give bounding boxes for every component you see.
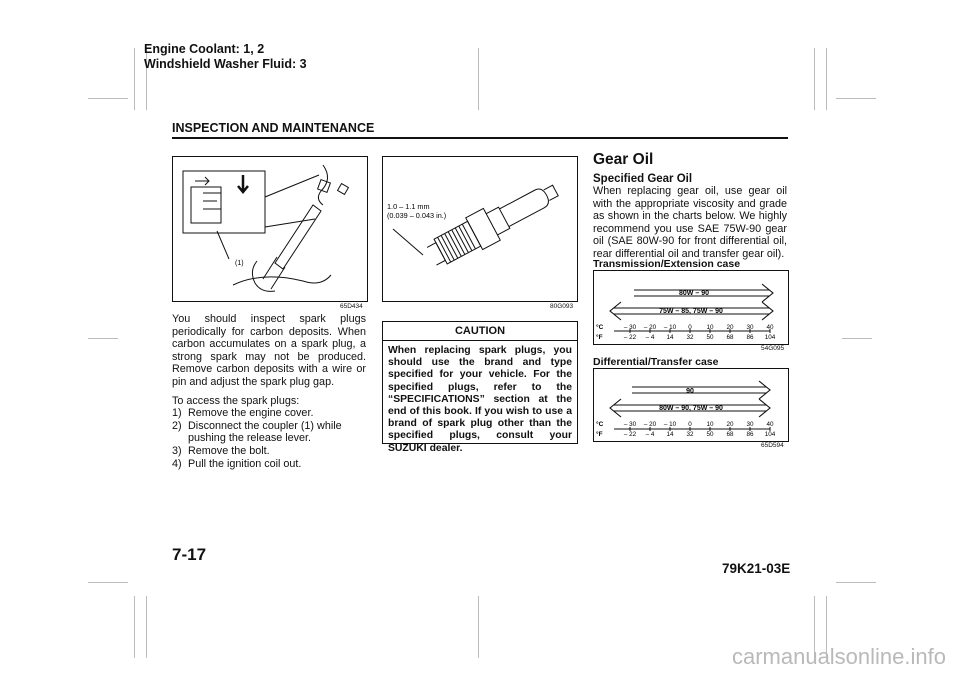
band-label: 90 [686, 388, 694, 395]
crop-mark [842, 338, 872, 339]
ignition-coil-illustration [173, 157, 367, 301]
push-arrow-icon [195, 177, 209, 185]
celsius-tick-label: 30 [746, 421, 754, 428]
wire [318, 165, 327, 205]
left-column-text [172, 313, 366, 470]
celsius-tick-label: – 10 [663, 324, 677, 331]
header-note-line1: Engine Coolant: 1, 2 [144, 42, 265, 56]
insulator [499, 186, 551, 226]
chart-label: Differential/Transfer case [593, 356, 719, 368]
fahrenheit-tick-label: 32 [686, 431, 694, 438]
list-item: 1) Remove the engine cover. [172, 407, 314, 420]
chart-label: Transmission/Extension case [593, 258, 741, 270]
coupler-body [191, 187, 221, 223]
crop-mark [88, 338, 118, 339]
band-label: 75W – 85, 75W – 90 [659, 308, 723, 315]
gap-spec-line1: 1.0 – 1.1 mm [387, 202, 430, 211]
crop-mark [836, 582, 876, 583]
section-title: INSPECTION AND MAINTENANCE [172, 121, 375, 135]
bolt [338, 184, 349, 195]
caution-title: CAUTION [383, 322, 577, 341]
celsius-tick-label: 40 [766, 324, 774, 331]
list-item: 2) Disconnect the coupler (1) while pushing the release lever. [172, 419, 342, 445]
fahrenheit-tick-label: – 22 [623, 431, 637, 438]
fahrenheit-unit: °F [596, 431, 603, 438]
figure-code: 80G093 [550, 303, 574, 310]
paragraph: You should inspect spark plugs periodically for carbon deposits. When carbon accumulates on a spark plug, a strong spark may not be produced. Remove carbon deposits with a wire or pin and adjust the spark plug gap. [172, 313, 366, 388]
celsius-tick-label: – 10 [663, 421, 677, 428]
transmission-viscosity-chart [593, 270, 789, 345]
coil-head [318, 180, 331, 193]
header-rule [172, 137, 788, 139]
crop-mark [88, 98, 128, 99]
caution-box [382, 321, 578, 454]
fahrenheit-tick-label: – 22 [623, 334, 637, 341]
spark-plug-illustration [383, 157, 577, 301]
celsius-tick-label: 0 [688, 324, 692, 331]
celsius-unit: °C [596, 324, 604, 331]
subheading: Specified Gear Oil [593, 173, 693, 185]
viscosity-chart-svg [594, 271, 788, 344]
viscosity-chart-svg [594, 369, 788, 441]
celsius-unit: °C [596, 421, 604, 428]
right-column-text [593, 185, 787, 267]
hex-nut [466, 208, 501, 249]
header-note [144, 42, 307, 72]
paragraph: To access the spark plugs: [172, 394, 300, 407]
list-item: 3) Remove the bolt. [172, 444, 270, 457]
figure-code: 65D594 [761, 442, 784, 449]
crop-mark [836, 98, 876, 99]
gap-spec-line2: (0.039 – 0.043 in.) [387, 211, 447, 220]
band-label: 80W – 90, 75W – 90 [659, 405, 723, 412]
celsius-tick-label: – 20 [643, 324, 657, 331]
fahrenheit-tick-label: 68 [726, 431, 734, 438]
fahrenheit-tick-label: – 4 [645, 334, 655, 341]
celsius-tick-label: 40 [766, 421, 774, 428]
page-number: 7-17 [172, 545, 207, 564]
document-code: 79K21-03E [722, 561, 791, 576]
crop-mark [478, 48, 479, 110]
fahrenheit-tick-label: 32 [686, 334, 694, 341]
figure-code: 65D434 [340, 303, 363, 310]
celsius-tick-label: 20 [726, 421, 734, 428]
fahrenheit-tick-label: 104 [764, 334, 776, 341]
celsius-tick-label: – 20 [643, 421, 657, 428]
fahrenheit-tick-label: 86 [746, 334, 754, 341]
celsius-tick-label: – 30 [623, 324, 637, 331]
watermark: carmanualsonline.info [731, 644, 946, 669]
caution-text: When replacing spark plugs, you should use the brand and type specified for your vehicle. For the specified plugs, refer to the “SPECIFICATIONS” section at the end of this book. If you wish to use a brand of spark plug other than the specified plugs, consult your SUZUKI dealer. [388, 345, 572, 454]
fahrenheit-tick-label: 86 [746, 431, 754, 438]
crop-mark [134, 596, 135, 658]
fahrenheit-tick-label: 104 [764, 431, 776, 438]
crop-mark [88, 582, 128, 583]
celsius-tick-label: – 30 [623, 421, 637, 428]
fahrenheit-tick-label: 50 [706, 334, 714, 341]
coupler-inset-frame [183, 171, 265, 233]
crop-mark [478, 596, 479, 658]
fahrenheit-tick-label: 50 [706, 431, 714, 438]
gap-leader [393, 229, 423, 255]
step-list [172, 407, 366, 470]
band-label: 80W – 90 [679, 290, 709, 297]
figure-code: 54G095 [761, 345, 785, 352]
spark-plug-figure [382, 156, 578, 302]
celsius-tick-label: 10 [706, 421, 714, 428]
crop-mark [134, 48, 135, 110]
celsius-tick-label: 20 [726, 324, 734, 331]
celsius-tick-label: 0 [688, 421, 692, 428]
section-heading: Gear Oil [593, 151, 654, 168]
fahrenheit-unit: °F [596, 334, 603, 341]
down-arrow-icon [238, 175, 248, 192]
paragraph: When replacing gear oil, use gear oil with the appropriate viscosity and grade as shown in the charts below. We highly recommend you use SAE 75W-90 gear oil (SAE 80W-90 for front differential oil, rear differential oil and transfer gear oil). [593, 185, 787, 260]
ignition-coil-figure [172, 156, 368, 302]
fahrenheit-tick-label: 68 [726, 334, 734, 341]
crop-mark [814, 48, 815, 110]
terminal [544, 185, 558, 200]
header-note-line2: Windshield Washer Fluid: 3 [144, 57, 307, 71]
differential-viscosity-chart [593, 368, 789, 442]
crop-mark [826, 48, 827, 110]
band1-arrow [632, 381, 770, 399]
coil-shaft [275, 205, 321, 269]
fahrenheit-tick-label: – 4 [645, 431, 655, 438]
fahrenheit-tick-label: 14 [666, 431, 674, 438]
callout-label: (1) [235, 260, 244, 267]
celsius-tick-label: 30 [746, 324, 754, 331]
crop-mark [146, 596, 147, 658]
celsius-tick-label: 10 [706, 324, 714, 331]
fahrenheit-tick-label: 14 [666, 334, 674, 341]
list-item: 4) Pull the ignition coil out. [172, 457, 302, 470]
